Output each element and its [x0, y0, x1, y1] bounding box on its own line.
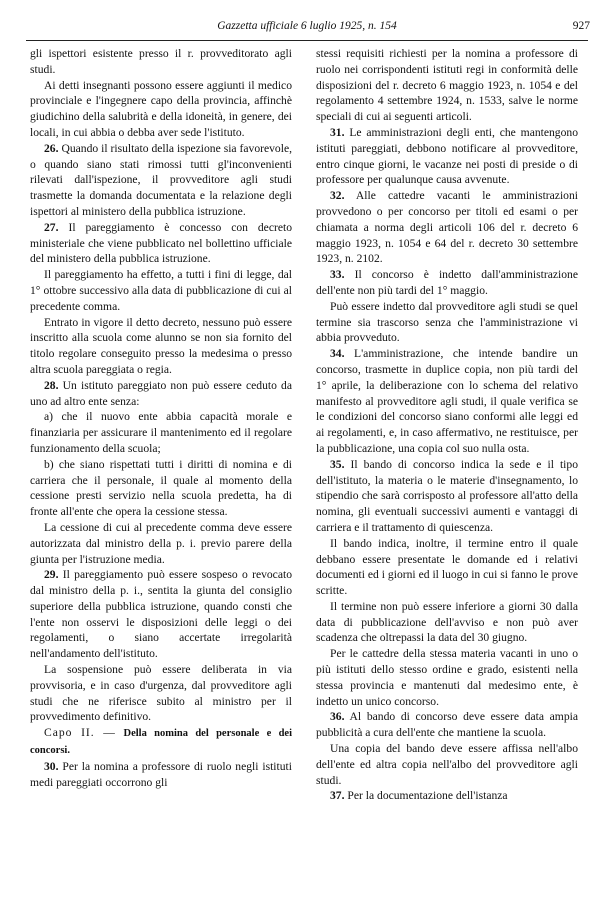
paragraph-text: Alle cattedre vacanti le amministrazioni provvedono o per concorso per titoli ed esami o per chiamata a norma degli articoli 106 del r. decreto 6 maggio 1923, n. 1054 e 64 del r. decreto 30 settembre 1923, n. 2102.: [316, 189, 578, 266]
article-number: 33.: [330, 268, 345, 282]
paragraph: [30, 315, 292, 378]
paragraph: [30, 46, 292, 78]
article-number: 28.: [44, 378, 59, 392]
paragraph-text: Il bando indica, inoltre, il termine entro il quale debbano essere presentate le domande ed i relativi documenti ed i giorni ed il luogo in cui si fanno le prove scritte.: [316, 536, 578, 598]
paragraph: [316, 599, 578, 646]
paragraph-text: Il pareggiamento ha effetto, a tutti i fini di legge, dal 1° ottobre successivo alla data di pubblicazione di cui al precedente comma.: [30, 268, 292, 313]
paragraph: [30, 78, 292, 141]
paragraph-text: Il concorso è indetto dall'amministrazione dell'ente non più tardi del 1° maggio.: [316, 268, 578, 297]
article-paragraph: [30, 759, 292, 791]
article-paragraph: [316, 188, 578, 267]
article-paragraph: [30, 220, 292, 267]
paragraph: [30, 267, 292, 314]
paragraph: [30, 457, 292, 520]
article-number: 34.: [330, 347, 345, 361]
chapter-heading: [30, 725, 292, 759]
paragraph-text: Per la nomina a professore di ruolo negli istituti medi pareggiati occorrono gli: [30, 759, 292, 789]
paragraph-text: Ai detti insegnanti possono essere aggiunti il medico provinciale e l'ingegnere capo della provincia, affinchè giudichino della salubrità e della idoneità, in genere, dei locali, in cui abbia o debba aver sede l'istituto.: [30, 78, 292, 139]
article-number: 36.: [330, 710, 345, 724]
paragraph-text: Il pareggiamento è concesso con decreto ministeriale che viene pubblicato nel bollettino ufficiale del ministero della pubblica istruzione.: [30, 220, 292, 266]
article-paragraph: [30, 141, 292, 220]
paragraph: [316, 646, 578, 709]
paragraph-text: Un istituto pareggiato non può essere ceduto da uno ad altro ente senza:: [30, 378, 292, 408]
article-number: 35.: [330, 457, 345, 471]
article-paragraph: [30, 378, 292, 410]
article-paragraph: [316, 457, 578, 536]
paragraph-text: stessi requisiti richiesti per la nomina a professore di ruolo nei corrispondenti istituti regi in conformità delle disposizioni del r. decreto 6 maggio 1923, n. 1054 e del regolamento 4 settembre 1924, n. 1533, salve le norme speciali di cui ai seguenti articoli.: [316, 47, 578, 124]
article-paragraph: [316, 709, 578, 741]
left-column: [30, 46, 292, 886]
paragraph-text: La sospensione può essere deliberata in via provvisoria, e in caso d'urgenza, dal provveditore agli studi che ne riferisce subito al ministro per il provvedimento definitivo.: [30, 663, 292, 724]
article-number: 32.: [330, 189, 345, 203]
paragraph: [316, 46, 578, 125]
paragraph-text: Per la documentazione dell'istanza: [347, 789, 508, 803]
paragraph-text: Il pareggiamento può essere sospeso o revocato dal ministro della p. i., sentita la giunta del consiglio superiore della pubblica istruzione, quando consti che l'ente non osservi le disposizioni delle leggi o dei regolamenti, o siano accertate irregolarità nell'andamento dell'istituto.: [30, 568, 292, 661]
paragraph: [316, 536, 578, 599]
paragraph-text: a) che il nuovo ente abbia capacità morale e finanziaria per assicurare il mantenimento ed il regolare funzionamento della scuola;: [30, 410, 292, 455]
paragraph-text: gli ispettori esistente presso il r. provveditorato agli studi.: [30, 47, 292, 76]
article-paragraph: [316, 346, 578, 457]
paragraph-text: Il termine non può essere inferiore a giorni 30 dalla data di pubblicazione dell'avviso e non può aver scadenza che oltrepassi la data del 30 giugno.: [316, 599, 578, 645]
paragraph-text: Una copia del bando deve essere affissa nell'albo dell'ente ed altra copia nell'albo del provveditore agli studi.: [316, 742, 578, 787]
paragraph-text: Per le cattedre della stessa materia vacanti in uno o più istituti dello stesso ordine e grado, esistenti nella stessa provincia e mantenuti dal medesimo ente, è indetto un unico concorso.: [316, 647, 578, 708]
paragraph-text: Può essere indetto dal provveditore agli studi se quel termine sia trascorso senza che l'amministrazione vi abbia provveduto.: [316, 299, 578, 345]
paragraph-text: Entrato in vigore il detto decreto, nessuno può essere inscritto alla scuola come alunno se non sia fornito del titolo regolare conseguito presso la medesima o presso altra scuola pareggiata o regia.: [30, 315, 292, 376]
paragraph: [316, 741, 578, 788]
article-number: 31.: [330, 125, 345, 139]
paragraph-text: b) che siano rispettati tutti i diritti di nomina e di carriera che il personale, il quale al momento della cessione presti servizio nella scuola predetta, ha di fronte all'ente che opera la cessione stessa.: [30, 457, 292, 519]
paragraph: [30, 662, 292, 725]
article-number: 29.: [44, 568, 59, 582]
paragraph: [30, 520, 292, 567]
article-paragraph: [316, 267, 578, 299]
chapter-number: Capo II. —: [44, 726, 116, 740]
article-number: 27.: [44, 220, 59, 234]
paragraph: [30, 409, 292, 456]
article-number: 37.: [330, 789, 345, 803]
article-paragraph: [316, 788, 578, 804]
article-paragraph: [30, 567, 292, 662]
article-number: 30.: [44, 759, 59, 773]
right-column: [316, 46, 578, 886]
paragraph-text: Il bando di concorso indica la sede e il tipo dell'istituto, la materia o le materie d'insegnamento, lo stipendio che sarà corrisposto al professore all'atto della nomina, gli eventuali successivi aumenti e vantaggi di carriera e il trattamento di quiescenza.: [316, 457, 578, 534]
paragraph-text: L'amministrazione, che intende bandire un concorso, trasmette in duplice copia, non più tardi del 1° aprile, la deliberazione con lo schema del relativo manifesto al provveditore agli studi, il quale verifica se le condizioni del concorso siano conformi alle leggi ed ai regolamenti, e, in caso affermativo, ne restituisce, per la pubblicazione, una copia col suo nulla osta.: [316, 347, 578, 455]
gazette-title: Gazzetta ufficiale 6 luglio 1925, n. 154: [217, 20, 397, 32]
header-divider: [26, 40, 588, 41]
page-header: [24, 20, 590, 38]
page-number: 927: [572, 20, 590, 32]
paragraph-text: Al bando di concorso deve essere data ampia pubblicità a cura dell'ente che mantiene la scuola.: [316, 710, 578, 740]
article-number: 26.: [44, 141, 59, 155]
chapter-title: Della nomina del personale e dei concorsi.: [30, 728, 292, 757]
paragraph: [316, 299, 578, 346]
paragraph-text: Quando il risultato della ispezione sia favorevole, o quando siano stati rimossi tutti gl'inconvenienti rilevati dall'ispezione, il provveditore agli studi trasmette la domanda documentata e la relazione degli ispettori al ministero della pubblica istruzione.: [30, 141, 292, 218]
paragraph-text: La cessione di cui al precedente comma deve essere autorizzata dal ministro della p. i. previo parere della giunta per l'istruzione media.: [30, 520, 292, 566]
paragraph-text: Le amministrazioni degli enti, che mantengono istituti pareggiati, debbono notificare al provveditore, entro cinque giorni, le vacanze nei posti di preside o di professore per qualunque causa avvenute.: [316, 125, 578, 187]
article-paragraph: [316, 125, 578, 188]
